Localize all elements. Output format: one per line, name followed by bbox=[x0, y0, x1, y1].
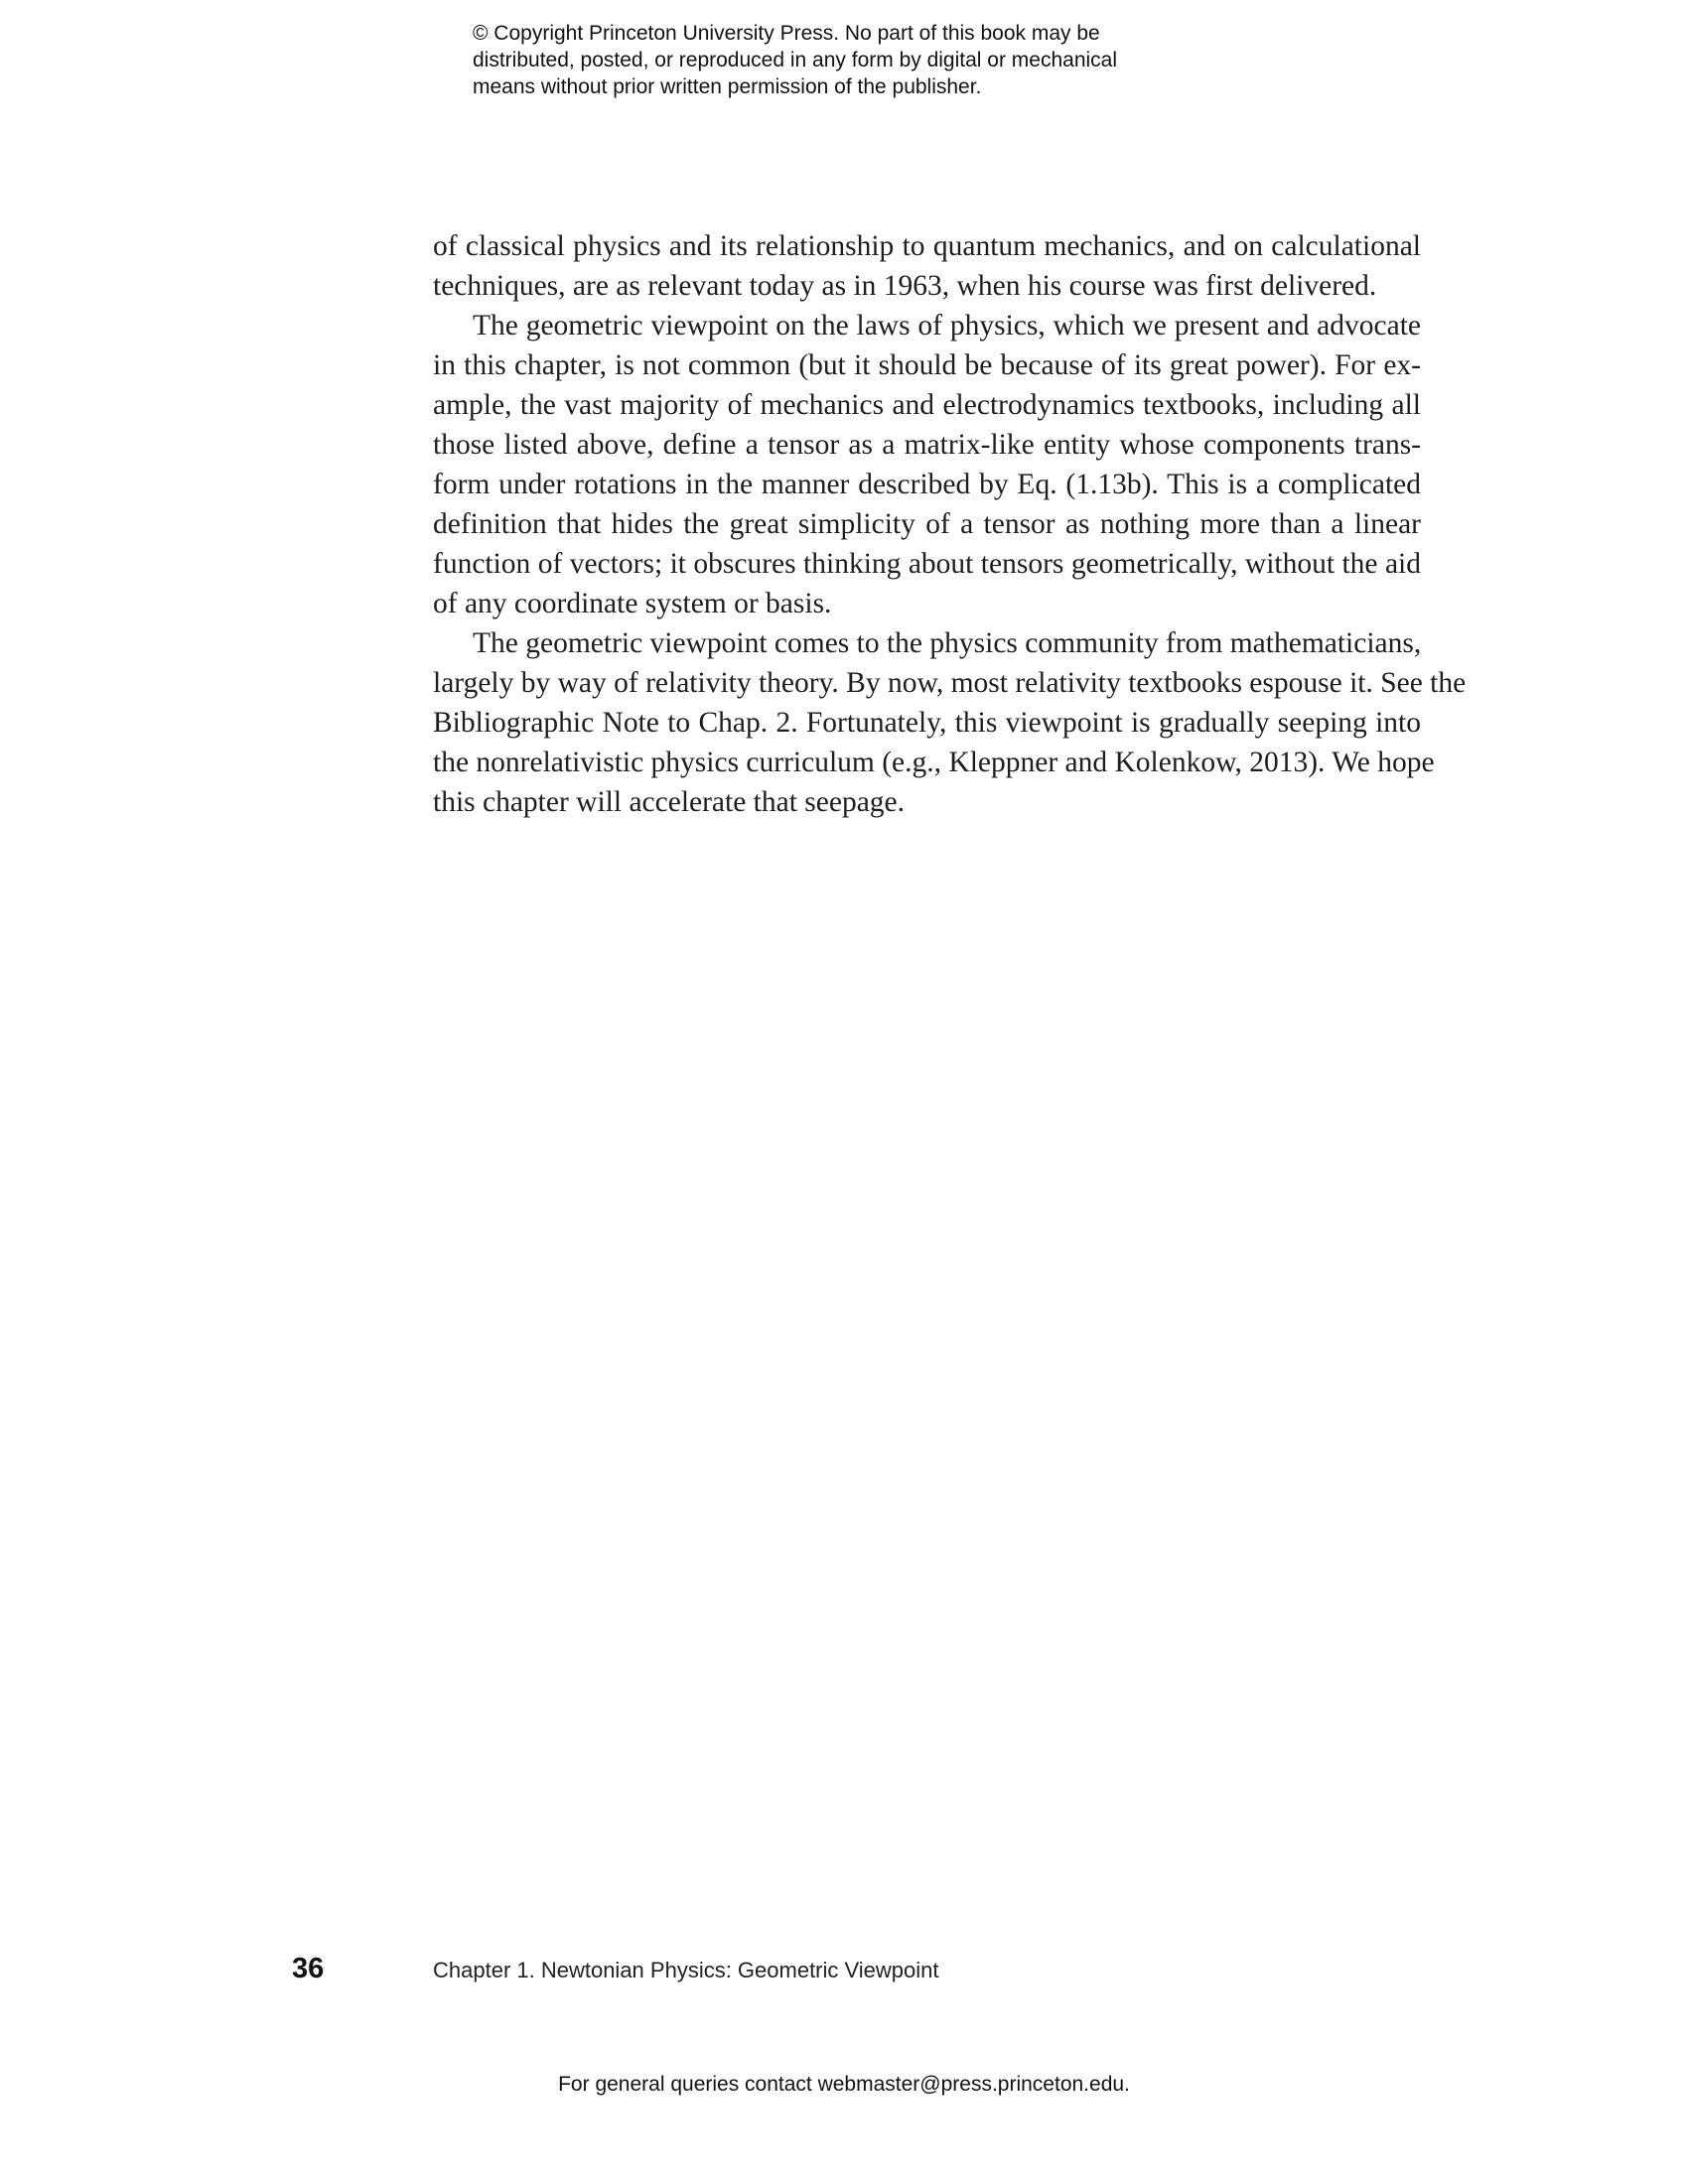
copyright-line: © Copyright Princeton University Press. No part of this book may be bbox=[473, 22, 1100, 45]
text-line: The geometric viewpoint on the laws of physics, which we present and advocate bbox=[473, 310, 1421, 341]
paragraph-geometric-viewpoint bbox=[433, 306, 1421, 623]
body-text bbox=[433, 226, 1467, 822]
text-line: function of vectors; it obscures thinking about tensors geometrically, without the aid bbox=[433, 548, 1421, 580]
text-line: The geometric viewpoint comes to the physics community from mathematicians, bbox=[473, 627, 1422, 659]
copyright-notice bbox=[473, 20, 1188, 100]
text-line: definition that hides the great simplicity of a tensor as nothing more than a linear bbox=[433, 508, 1421, 540]
contact-footer bbox=[0, 2071, 1688, 2099]
paragraph-continuation bbox=[433, 226, 1421, 306]
text-line: techniques, are as relevant today as in 1963, when his course was first delivered. bbox=[433, 270, 1377, 302]
running-footer-title: Chapter 1. Newtonian Physics: Geometric Viewpoint bbox=[433, 1958, 939, 1982]
text-line: ample, the vast majority of mechanics and electrodynamics textbooks, including all bbox=[433, 389, 1421, 421]
text-line: form under rotations in the manner described by Eq. (1.13b). This is a complicated bbox=[433, 469, 1421, 500]
copyright-line: means without prior written permission of the publisher. bbox=[473, 75, 982, 98]
text-line: the nonrelativistic physics curriculum (e.g., Kleppner and Kolenkow, 2013). We hope bbox=[433, 747, 1435, 778]
text-line: largely by way of relativity theory. By now, most relativity textbooks espouse it. See the bbox=[433, 667, 1467, 699]
page-number: 36 bbox=[292, 1953, 325, 1984]
text-line: of classical physics and its relationship to quantum mechanics, and on calculational bbox=[433, 230, 1421, 262]
text-line: this chapter will accelerate that seepage. bbox=[433, 786, 906, 818]
text-line: Bibliographic Note to Chap. 2. Fortunately, this viewpoint is gradually seeping into bbox=[433, 707, 1421, 739]
copyright-line: distributed, posted, or reproduced in any form by digital or mechanical bbox=[473, 49, 1118, 71]
text-line: those listed above, define a tensor as a matrix-like entity whose components trans- bbox=[433, 429, 1421, 461]
contact-text: For general queries contact webmaster@press.princeton.edu. bbox=[558, 2073, 1130, 2096]
text-line: in this chapter, is not common (but it should be because of its great power). For ex- bbox=[433, 349, 1421, 381]
paragraph-relativity bbox=[433, 623, 1467, 822]
text-line: of any coordinate system or basis. bbox=[433, 588, 832, 619]
